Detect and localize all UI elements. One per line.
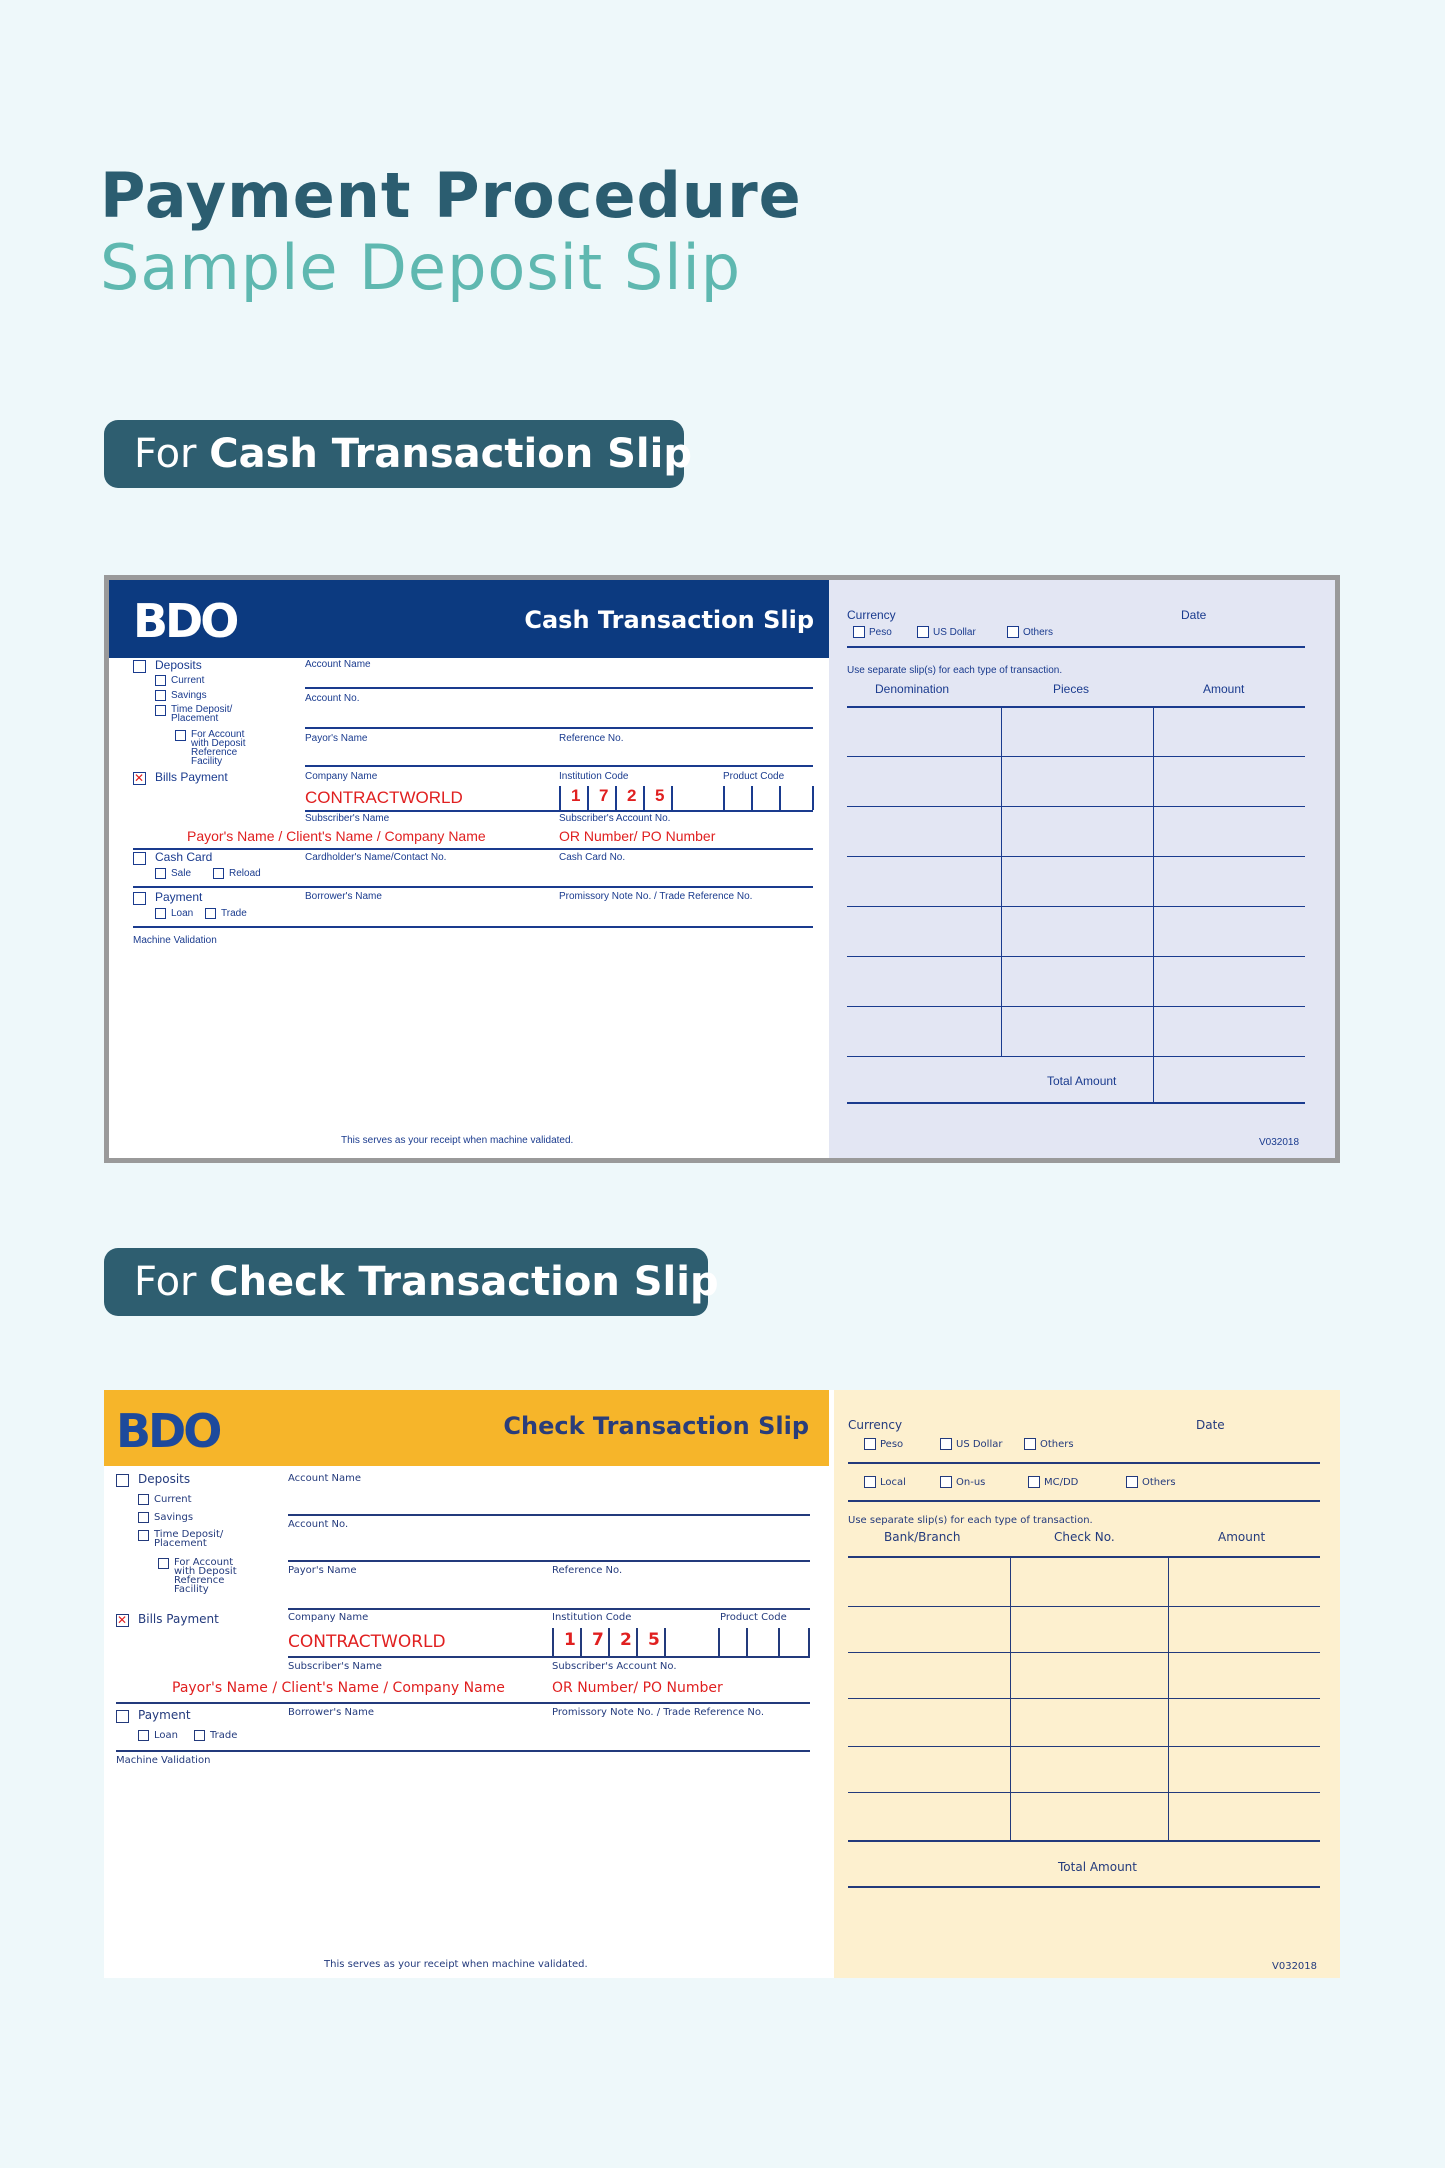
check-no-header: Check No. (1054, 1530, 1115, 1544)
code-divider (671, 786, 673, 810)
code-divider (552, 1628, 554, 1656)
reference-no-label: Reference No. (559, 733, 624, 744)
subscriber-name-value: Payor's Name / Client's Name / Company Name (172, 1680, 505, 1696)
subscribers-account-label: Subscriber's Account No. (559, 813, 671, 824)
others-checkbox[interactable] (1007, 626, 1019, 638)
check-slip-detail-panel (834, 1390, 1340, 1978)
table-header-line (847, 706, 1305, 708)
currency-label: Currency (848, 1418, 903, 1432)
table-row-line (848, 1606, 1320, 1607)
table-row-line (847, 856, 1305, 857)
payment-label: Payment (155, 890, 203, 904)
us-dollar-label: US Dollar (933, 627, 976, 638)
others-label: Others (1023, 627, 1054, 638)
code-divider (559, 786, 561, 810)
code-divider (812, 786, 814, 810)
promissory-label: Promissory Note No. / Trade Reference No. (552, 1707, 765, 1718)
current-checkbox[interactable] (155, 675, 166, 686)
code-divider (636, 1628, 638, 1656)
institution-code-label: Institution Code (552, 1612, 632, 1623)
check-transaction-slip (104, 1390, 1340, 1978)
cash-slip-form (109, 580, 834, 1158)
table-row-line (848, 1746, 1320, 1747)
account-no-label: Account No. (305, 693, 360, 704)
payor-line (305, 765, 813, 767)
code-divider (608, 1628, 610, 1656)
company-name-value: CONTRACTWORLD (305, 788, 463, 807)
account-name-label: Account Name (288, 1473, 362, 1484)
current-checkbox[interactable] (138, 1494, 149, 1505)
savings-checkbox[interactable] (138, 1512, 149, 1523)
cash-card-line (133, 886, 813, 888)
others2-checkbox[interactable] (1126, 1476, 1138, 1488)
table-column-line (1001, 706, 1002, 1056)
deposits-checkbox[interactable] (116, 1474, 129, 1487)
bdo-logo: BDO (133, 594, 237, 648)
institution-digit-4: 5 (655, 786, 665, 805)
currency-label: Currency (847, 608, 896, 622)
time-deposit-checkbox[interactable] (138, 1530, 149, 1541)
for-account-label-3: Reference (174, 1575, 225, 1586)
borrowers-name-label: Borrower's Name (305, 891, 382, 902)
bills-payment-checkbox[interactable] (116, 1614, 129, 1627)
time-deposit-label-1: Time Deposit/ (171, 704, 233, 715)
code-divider (746, 1628, 748, 1656)
cash-slip-header (109, 580, 834, 658)
code-divider (751, 786, 753, 810)
others-checkbox[interactable] (1024, 1438, 1036, 1450)
time-deposit-checkbox[interactable] (155, 705, 166, 716)
company-line (288, 1656, 810, 1658)
for-account-label-2: with Deposit (174, 1566, 237, 1577)
account-name-line (288, 1514, 810, 1516)
account-no-line (305, 727, 813, 729)
local-checkbox[interactable] (864, 1476, 876, 1488)
table-bottom-line (848, 1840, 1320, 1842)
for-account-label-4: Facility (191, 756, 223, 767)
institution-digit-4: 5 (648, 1630, 660, 1650)
code-divider (779, 786, 781, 810)
account-name-label: Account Name (305, 659, 371, 670)
company-name-value: CONTRACTWORLD (288, 1632, 446, 1652)
peso-checkbox[interactable] (853, 626, 865, 638)
check-slip-title: Check Transaction Slip (503, 1412, 809, 1440)
code-divider (643, 786, 645, 810)
institution-digit-2: 7 (592, 1630, 604, 1650)
bills-payment-label: Bills Payment (155, 770, 228, 784)
currency-line (847, 646, 1305, 648)
machine-validation-label: Machine Validation (116, 1755, 211, 1766)
receipt-note: This serves as your receipt when machine validated. (341, 1135, 574, 1146)
loan-label: Loan (154, 1730, 178, 1741)
us-dollar-checkbox[interactable] (917, 626, 929, 638)
subscriber-line (116, 1702, 810, 1704)
table-column-line (1168, 1556, 1169, 1842)
check-section-prefix: For (134, 1259, 210, 1305)
code-divider (580, 1628, 582, 1656)
cash-card-no-label: Cash Card No. (559, 852, 626, 863)
peso-label: Peso (880, 1439, 904, 1450)
institution-code-label: Institution Code (559, 771, 629, 782)
date-label: Date (1196, 1418, 1225, 1432)
cash-section-label (104, 420, 692, 488)
page-heading (100, 160, 802, 304)
table-column-line (1010, 1556, 1011, 1842)
cash-section-bold: Cash Transaction Slip (209, 431, 692, 477)
institution-digit-1: 1 (564, 1630, 576, 1650)
deposits-label: Deposits (155, 658, 202, 672)
reload-checkbox[interactable] (213, 868, 224, 879)
promissory-label: Promissory Note No. / Trade Reference No. (559, 891, 753, 902)
trade-checkbox[interactable] (194, 1730, 205, 1741)
table-row-line (847, 1056, 1305, 1057)
mc-dd-checkbox[interactable] (1028, 1476, 1040, 1488)
bank-branch-header: Bank/Branch (884, 1530, 961, 1544)
company-name-label: Company Name (288, 1612, 369, 1623)
subscriber-name-value: Payor's Name / Client's Name / Company Name (187, 828, 486, 844)
for-account-label-1: For Account (174, 1557, 234, 1568)
receipt-note: This serves as your receipt when machine validated. (324, 1959, 588, 1970)
loan-checkbox[interactable] (138, 1730, 149, 1741)
payment-checkbox[interactable] (116, 1710, 129, 1723)
reload-label: Reload (229, 868, 261, 879)
peso-checkbox[interactable] (864, 1438, 876, 1450)
table-column-line (1153, 706, 1154, 1102)
denomination-header: Denomination (875, 682, 950, 696)
others2-label: Others (1142, 1477, 1176, 1488)
reference-no-label: Reference No. (552, 1565, 623, 1576)
product-code-label: Product Code (723, 771, 785, 782)
savings-label: Savings (171, 690, 207, 701)
for-account-label-4: Facility (174, 1584, 209, 1595)
institution-digit-2: 7 (599, 786, 609, 805)
peso-label: Peso (869, 627, 892, 638)
date-label: Date (1181, 608, 1207, 622)
on-us-label: On-us (956, 1477, 986, 1488)
cash-slip-title: Cash Transaction Slip (524, 606, 814, 634)
pieces-header: Pieces (1053, 682, 1090, 696)
deposits-label: Deposits (138, 1472, 191, 1486)
subscribers-name-label: Subscriber's Name (305, 813, 390, 824)
institution-digit-3: 2 (620, 1630, 632, 1650)
for-account-label-3: Reference (191, 747, 238, 758)
institution-digit-3: 2 (627, 786, 637, 805)
payment-line (133, 926, 813, 928)
code-divider (723, 786, 725, 810)
table-row-line (847, 906, 1305, 907)
cardholder-label: Cardholder's Name/Contact No. (305, 852, 447, 863)
time-deposit-label-2: Placement (154, 1538, 207, 1549)
code-divider (808, 1628, 810, 1656)
page-subtitle: Sample Deposit Slip (100, 231, 742, 304)
for-account-label-2: with Deposit (191, 738, 246, 749)
currency-line (848, 1462, 1320, 1464)
loan-label: Loan (171, 908, 194, 919)
separate-slip-note: Use separate slip(s) for each type of transaction. (848, 1515, 1093, 1526)
table-row-line (847, 756, 1305, 757)
for-account-label-1: For Account (191, 729, 245, 740)
time-deposit-label-1: Time Deposit/ (154, 1529, 224, 1540)
code-divider (587, 786, 589, 810)
current-label: Current (171, 675, 205, 686)
sale-checkbox[interactable] (155, 868, 166, 879)
for-account-checkbox[interactable] (158, 1558, 169, 1569)
payor-line (288, 1608, 810, 1610)
total-amount-label: Total Amount (1047, 1074, 1117, 1088)
form-code: V032018 (1259, 1137, 1300, 1148)
payment-line (116, 1750, 810, 1752)
table-row-line (848, 1698, 1320, 1699)
for-account-checkbox[interactable] (175, 730, 186, 741)
cash-section-prefix: For (134, 431, 210, 477)
total-line (847, 1102, 1305, 1104)
institution-digit-1: 1 (571, 786, 581, 805)
borrowers-name-label: Borrower's Name (288, 1707, 375, 1718)
subscriber-account-value: OR Number/ PO Number (552, 1680, 723, 1696)
product-code-label: Product Code (720, 1612, 787, 1623)
sale-label: Sale (171, 868, 192, 879)
trade-checkbox[interactable] (205, 908, 216, 919)
cash-slip-denomination-panel (829, 580, 1335, 1158)
us-dollar-checkbox[interactable] (940, 1438, 952, 1450)
subscribers-account-label: Subscriber's Account No. (552, 1661, 677, 1672)
page-title: Payment Procedure (100, 159, 802, 232)
code-divider (664, 1628, 666, 1656)
machine-validation-label: Machine Validation (133, 935, 217, 946)
payment-label: Payment (138, 1708, 191, 1722)
total-amount-label: Total Amount (1058, 1860, 1137, 1874)
bills-payment-label: Bills Payment (138, 1612, 219, 1626)
cash-card-label: Cash Card (155, 850, 213, 864)
check-section-bold: Check Transaction Slip (209, 1259, 719, 1305)
savings-label: Savings (154, 1512, 194, 1523)
mc-dd-label: MC/DD (1044, 1477, 1079, 1488)
savings-checkbox[interactable] (155, 690, 166, 701)
check-slip-form (104, 1390, 829, 1978)
code-divider (778, 1628, 780, 1656)
table-row-line (848, 1652, 1320, 1653)
local-label: Local (880, 1477, 906, 1488)
time-deposit-label-2: Placement (171, 713, 219, 724)
subscriber-line (133, 848, 813, 850)
bdo-logo: BDO (116, 1404, 220, 1458)
total-line (848, 1886, 1320, 1888)
payors-name-label: Payor's Name (288, 1565, 357, 1576)
on-us-checkbox[interactable] (940, 1476, 952, 1488)
separate-slip-note: Use separate slip(s) for each type of transaction. (847, 665, 1063, 676)
table-row-line (847, 806, 1305, 807)
trade-label: Trade (210, 1730, 238, 1741)
account-name-line (305, 687, 813, 689)
loan-checkbox[interactable] (155, 908, 166, 919)
amount-header: Amount (1203, 682, 1245, 696)
check-type-line (848, 1500, 1320, 1502)
table-row-line (847, 956, 1305, 957)
table-row-line (847, 1006, 1305, 1007)
company-name-label: Company Name (305, 771, 378, 782)
bills-payment-checkbox[interactable] (133, 772, 146, 785)
payment-checkbox[interactable] (133, 892, 146, 905)
check-slip-header (104, 1390, 829, 1466)
subscribers-name-label: Subscriber's Name (288, 1661, 382, 1672)
table-row-line (848, 1792, 1320, 1793)
us-dollar-label: US Dollar (956, 1439, 1003, 1450)
table-header-line (848, 1556, 1320, 1558)
trade-label: Trade (221, 908, 247, 919)
code-divider (615, 786, 617, 810)
code-divider (718, 1628, 720, 1656)
others-label: Others (1040, 1439, 1074, 1450)
amount-header: Amount (1218, 1530, 1266, 1544)
cash-transaction-slip (104, 575, 1340, 1163)
cash-card-checkbox[interactable] (133, 852, 146, 865)
subscriber-account-value: OR Number/ PO Number (559, 828, 716, 844)
company-line (305, 810, 813, 812)
deposits-checkbox[interactable] (133, 660, 146, 673)
account-no-label: Account No. (288, 1519, 349, 1530)
check-section-label (104, 1248, 719, 1316)
payors-name-label: Payor's Name (305, 733, 368, 744)
current-label: Current (154, 1494, 192, 1505)
form-code: V032018 (1272, 1961, 1318, 1972)
account-no-line (288, 1560, 810, 1562)
